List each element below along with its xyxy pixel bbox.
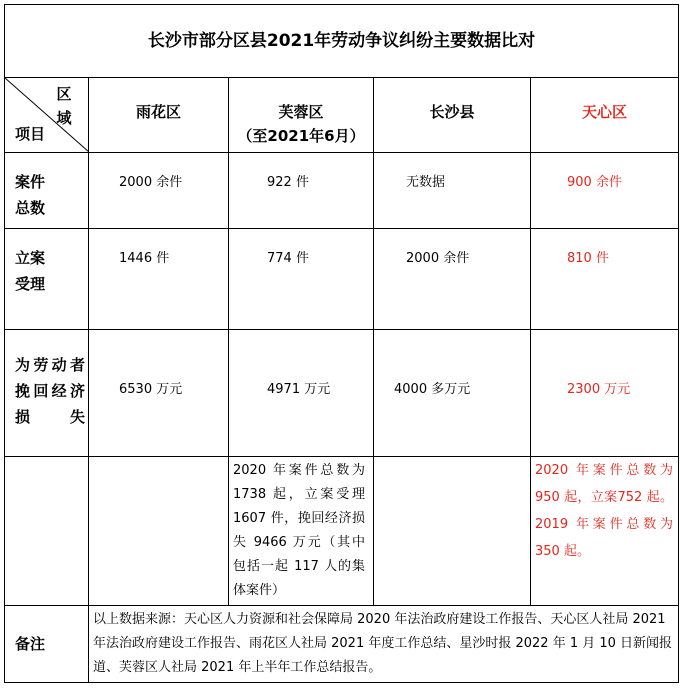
row-label-total-cases [5,153,89,229]
cell-total-furong: 922 件 [229,153,374,229]
cell-filed-yuhua: 1446 件 [89,229,229,330]
cell-loss-changsha: 4000 多万元 [374,330,531,457]
cell-notes-tianxin [531,457,679,606]
cell-total-yuhua: 2000 余件 [89,153,229,229]
column-header-furong [229,78,374,153]
column-header-changsha-name: 长沙县 [429,103,475,121]
region-label [54,82,74,130]
column-header-tianxin-name: 天心区 [582,103,628,121]
cell-notes-furong [229,457,374,606]
row-label-recovered-loss-text: 为劳动者挽回经济损失 [15,356,85,426]
column-header-changsha [374,78,531,153]
footer-label: 备注 [5,606,89,683]
column-header-tianxin [531,78,679,153]
column-header-furong-sub: （至2021年6月） [237,127,365,145]
cell-filed-changsha: 2000 余件 [374,229,531,330]
table-title: 长沙市部分区县2021年劳动争议纠纷主要数据比对 [5,5,679,78]
note-tianxin-text: 2020 年案件总数为 950 起，立案752 起。2019 年案件总数为 350 起。 [535,463,673,559]
column-header-yuhua-name: 雨花区 [135,103,181,121]
row-label-filed-cases [5,229,89,330]
row-label-total-cases-text: 案件总数 [15,173,46,217]
item-label: 项目 [15,125,46,143]
cell-loss-yuhua: 6530 万元 [89,330,229,457]
footer-source-text: 以上数据来源：天心区人力资源和社会保障局 2020 年法治政府建设工作报告、天心区人社局 2021 年法治政府建设工作报告、雨花区人社局 2021 年度工作总结、星沙时报 2022 年 1 月 10 日新闻报道、芙蓉区人社局 2021 年上半年工作总结报告。 [89,606,679,683]
table-row-footer [5,606,679,683]
table-row-total-cases [5,153,679,229]
cell-filed-tianxin: 810 件 [531,229,679,330]
table-row-notes [5,457,679,606]
cell-total-tianxin: 900 余件 [531,153,679,229]
cell-loss-furong: 4971 万元 [229,330,374,457]
row-label-filed-cases-text: 立案受理 [15,249,46,293]
data-comparison-table [4,4,679,683]
table-row-filed-cases [5,229,679,330]
table-row-recovered-loss [5,330,679,457]
cell-notes-changsha [374,457,531,606]
row-label-recovered-loss [5,330,89,457]
cell-total-changsha: 无数据 [374,153,531,229]
header-row [5,78,679,153]
cell-filed-furong: 774 件 [229,229,374,330]
cell-notes-yuhua [89,457,229,606]
cell-notes-label [5,457,89,606]
column-header-furong-name: 芙蓉区 [278,103,324,121]
diagonal-header-cell [5,78,89,153]
column-header-yuhua [89,78,229,153]
cell-loss-tianxin: 2300 万元 [531,330,679,457]
region-label-char-1: 区 [56,85,72,103]
data-comparison-table-page [4,4,678,686]
note-furong-text: 2020 年案件总数为 1738 起，立案受理 1607 件，挽回经济损失 9466 万元（其中包括一起 117 人的集体案件） [233,463,365,598]
region-label-char-2: 域 [56,109,72,127]
